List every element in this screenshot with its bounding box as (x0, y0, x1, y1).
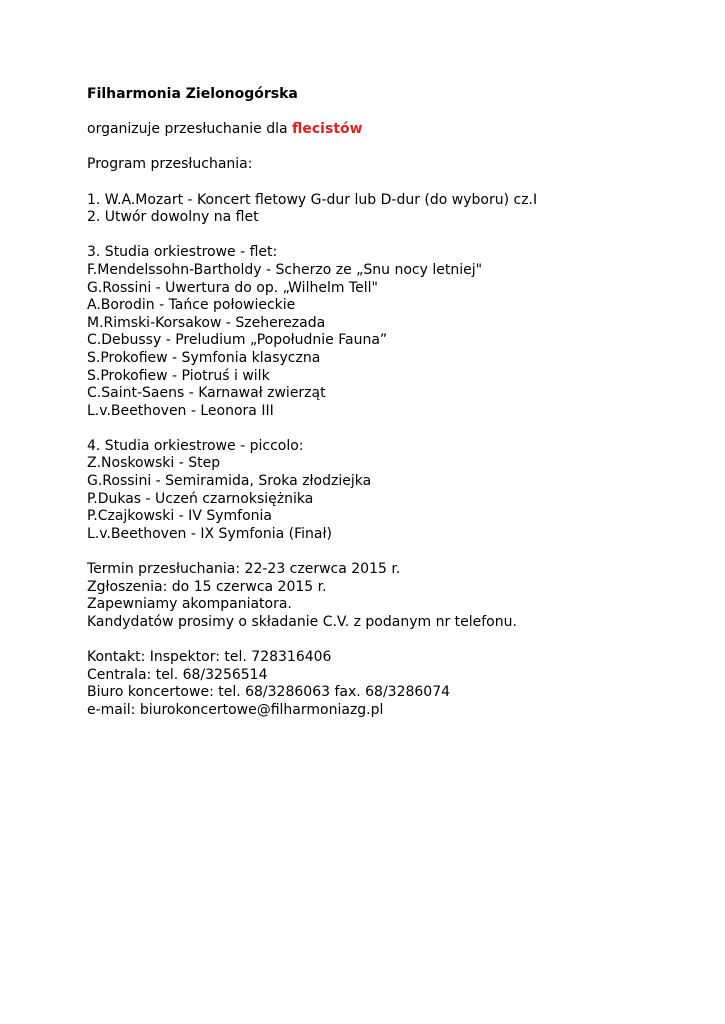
contact-office: Biuro koncertowe: tel. 68/3286063 fax. 68/3286074 (87, 684, 451, 701)
section-4-item: L.v.Beethoven - IX Symfonia (Finał) (87, 525, 332, 542)
spacer (87, 104, 707, 122)
section-3-item: G.Rossini - Uwertura do op. „Wilhelm Tell" (87, 279, 378, 296)
section-3-item: C.Debussy - Preludium „Popołudnie Fauna” (87, 332, 388, 349)
spacer (87, 227, 707, 245)
section-3-item: S.Prokofiew - Symfonia klasyczna (87, 349, 321, 366)
spacer (87, 631, 707, 649)
intro-line (87, 121, 707, 139)
program-item-2: 2. Utwór dowolny na flet (87, 209, 259, 226)
spacer (87, 420, 707, 438)
info-date: Termin przesłuchania: 22-23 czerwca 2015 r. (87, 561, 401, 578)
section-4-item: P.Czajkowski - IV Symfonia (87, 508, 272, 525)
section-3-item: C.Saint-Saens - Karnawał zwierząt (87, 385, 326, 402)
section-4-heading: 4. Studia orkiestrowe - piccolo: (87, 437, 304, 454)
intro-text: organizuje przesłuchanie dla (87, 121, 293, 138)
intro-highlight: flecistów (292, 121, 363, 138)
spacer (87, 543, 707, 561)
section-4-item: G.Rossini - Semiramida, Sroka złodziejka (87, 473, 372, 490)
section-3-item: S.Prokofiew - Piotruś i wilk (87, 367, 270, 384)
section-3-item: F.Mendelssohn-Bartholdy - Scherzo ze „Snu nocy letniej" (87, 261, 483, 278)
program-item-1: 1. W.A.Mozart - Koncert fletowy G-dur lub D-dur (do wyboru) cz.I (87, 191, 538, 208)
document-title: Filharmonia Zielonogórska (87, 86, 298, 102)
info-deadline: Zgłoszenia: do 15 czerwca 2015 r. (87, 578, 327, 595)
document-page (87, 86, 707, 719)
section-3-item: A.Borodin - Tańce połowieckie (87, 297, 296, 314)
info-cv: Kandydatów prosimy o składanie C.V. z podanym nr telefonu. (87, 613, 517, 630)
section-3-heading: 3. Studia orkiestrowe - flet: (87, 244, 278, 261)
spacer (87, 139, 707, 157)
section-3-item: M.Rimski-Korsakow - Szeherezada (87, 314, 326, 331)
spacer (87, 174, 707, 192)
section-4-item: P.Dukas - Uczeń czarnoksiężnika (87, 490, 314, 507)
contact-central: Centrala: tel. 68/3256514 (87, 666, 268, 683)
info-accompanist: Zapewniamy akompaniatora. (87, 596, 292, 613)
program-heading: Program przesłuchania: (87, 156, 253, 173)
contact-email: e-mail: biurokoncertowe@filharmoniazg.pl (87, 701, 384, 718)
contact-inspector: Kontakt: Inspektor: tel. 728316406 (87, 649, 332, 665)
section-4-item: Z.Noskowski - Step (87, 455, 221, 472)
section-3-item: L.v.Beethoven - Leonora III (87, 402, 274, 419)
